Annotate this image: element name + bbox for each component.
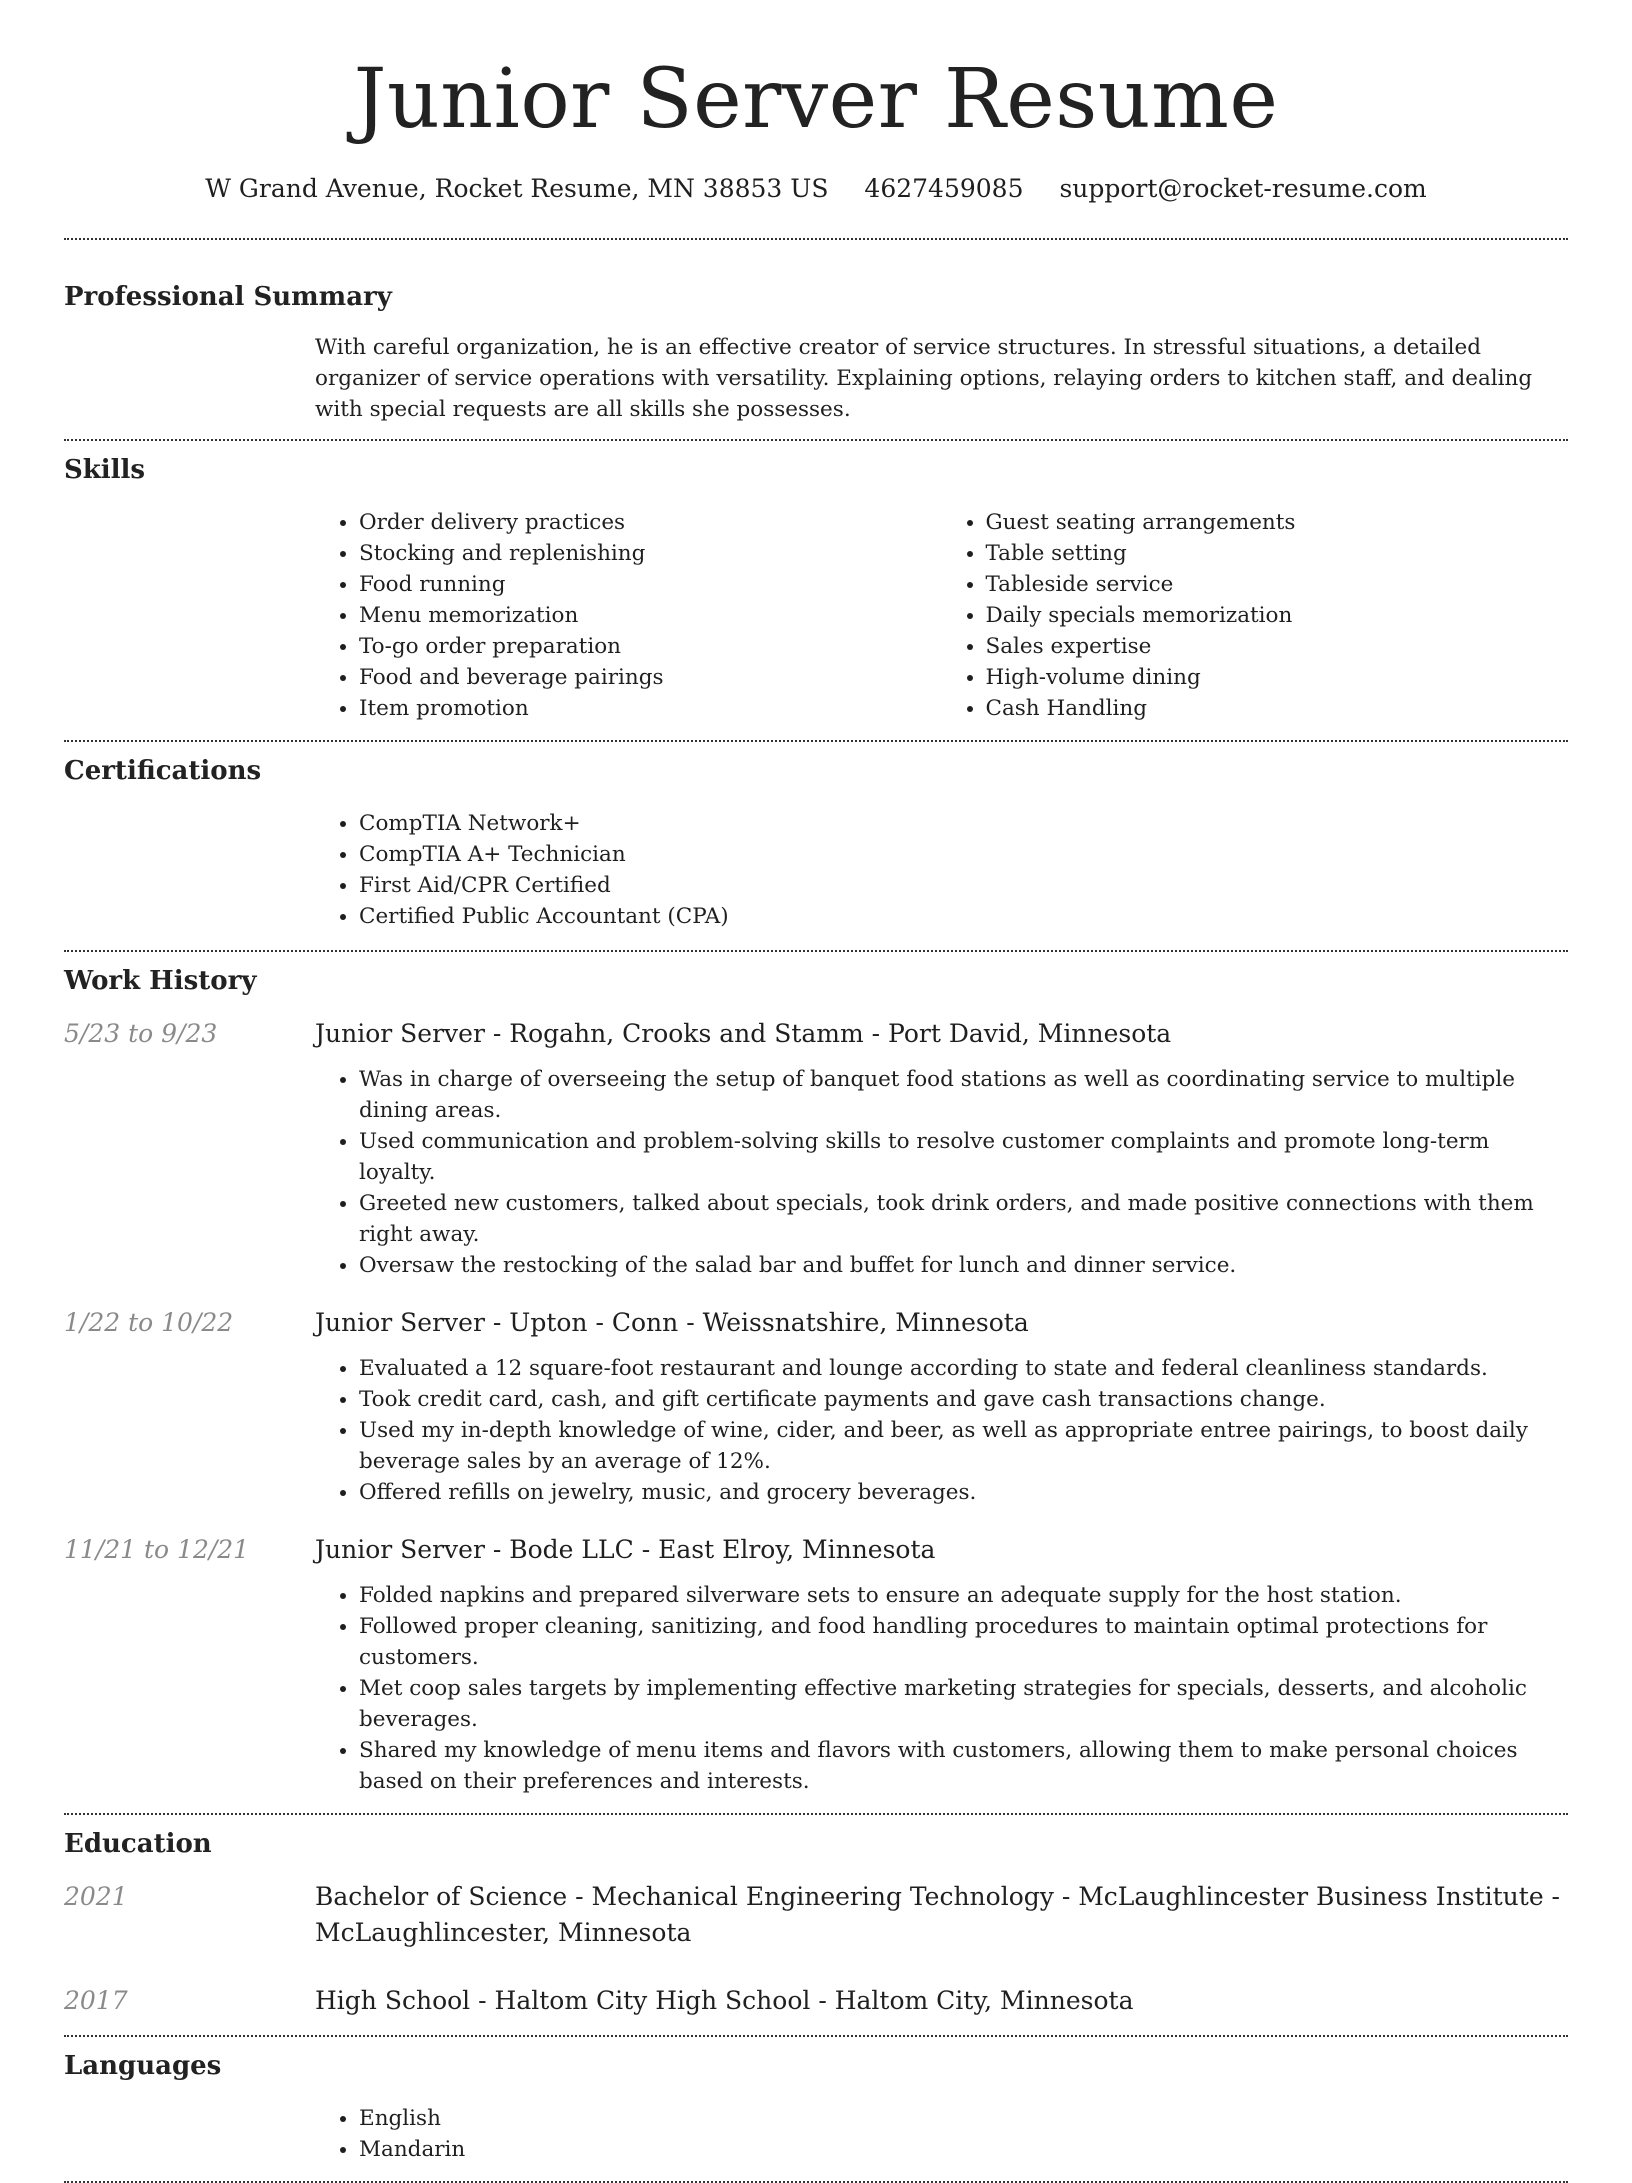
- summary-section: [64, 240, 1568, 425]
- certification-item: • CompTIA Network+: [359, 808, 1568, 839]
- languages-section: [64, 2037, 1568, 2165]
- skill-item: • Order delivery practices: [359, 507, 942, 538]
- work-history-section: [64, 952, 1568, 1797]
- resume-title: Junior Server Resume: [353, 52, 1279, 147]
- job-dates: 11/21 to 12/21: [64, 1535, 250, 1564]
- job-body: [315, 1305, 1568, 1508]
- summary-heading: Professional Summary: [64, 282, 392, 312]
- skill-item: • Cash Handling: [986, 693, 1569, 724]
- resume-page: [64, 0, 1568, 2183]
- certifications-heading: Certifications: [64, 756, 262, 786]
- education-body: [315, 1879, 1568, 1951]
- summary-text: With careful organization, he is an effective creator of service structures. In stressful situations, a detailed organizer of service operations with versatility. Explaining options, relaying orders to kitchen staff, and dealing with special requests are all skills she possesses.: [315, 335, 1533, 422]
- job-entry: [64, 1532, 1568, 1797]
- job-title: Junior Server - Upton - Conn - Weissnatshire, Minnesota: [315, 1308, 1029, 1337]
- skill-item: • Stocking and replenishing: [359, 538, 942, 569]
- job-body: [315, 1016, 1568, 1281]
- skill-item: • Sales expertise: [986, 631, 1569, 662]
- skills-heading: Skills: [64, 455, 146, 485]
- certification-item: • CompTIA A+ Technician: [359, 839, 1568, 870]
- education-entry: [64, 1983, 1568, 2019]
- certification-item: • Certified Public Accountant (CPA): [359, 901, 1568, 932]
- education-year: 2017: [64, 1986, 128, 2015]
- job-entry: [64, 1016, 1568, 1281]
- job-bullet: • Used my in-depth knowledge of wine, cider, and beer, as well as appropriate entree pairings, to boost daily beverage sales by an average of 12%.: [359, 1415, 1568, 1477]
- education-heading: Education: [64, 1829, 212, 1859]
- education-entry: [64, 1879, 1568, 1951]
- job-bullet: • Took credit card, cash, and gift certificate payments and gave cash transactions change.: [359, 1384, 1568, 1415]
- skill-item: • Tableside service: [986, 569, 1569, 600]
- skill-item: • High-volume dining: [986, 662, 1569, 693]
- job-bullet: • Used communication and problem-solving skills to resolve customer complaints and promote long-term loyalty.: [359, 1126, 1568, 1188]
- job-title: Junior Server - Rogahn, Crooks and Stamm - Port David, Minnesota: [315, 1019, 1172, 1048]
- certifications-content: [315, 808, 1568, 932]
- certifications-list: [315, 808, 1568, 932]
- job-dates: 5/23 to 9/23: [64, 1019, 218, 1048]
- job-dates: 1/22 to 10/22: [64, 1308, 234, 1337]
- languages-heading: Languages: [64, 2051, 222, 2081]
- contact-line: [64, 172, 1568, 206]
- contact-address: W Grand Avenue, Rocket Resume, MN 38853 US: [205, 174, 829, 203]
- skill-item: • Guest seating arrangements: [986, 507, 1569, 538]
- job-bullet: • Folded napkins and prepared silverware sets to ensure an adequate supply for the host station.: [359, 1580, 1568, 1611]
- language-item: • Mandarin: [359, 2134, 1568, 2165]
- skill-item: • To-go order preparation: [359, 631, 942, 662]
- job-bullets: [315, 1353, 1568, 1508]
- language-item: • English: [359, 2103, 1568, 2134]
- skill-item: • Item promotion: [359, 693, 942, 724]
- contact-phone: 4627459085: [864, 174, 1024, 203]
- job-bullet: • Evaluated a 12 square-foot restaurant and lounge according to state and federal cleanliness standards.: [359, 1353, 1568, 1384]
- job-bullet: • Was in charge of overseeing the setup of banquet food stations as well as coordinating service to multiple dining areas.: [359, 1064, 1568, 1126]
- skill-item: • Food and beverage pairings: [359, 662, 942, 693]
- job-bullet: • Shared my knowledge of menu items and flavors with customers, allowing them to make personal choices based on their preferences and interests.: [359, 1735, 1568, 1797]
- skill-item: • Food running: [359, 569, 942, 600]
- job-bullet: • Greeted new customers, talked about specials, took drink orders, and made positive connections with them right away.: [359, 1188, 1568, 1250]
- skill-item: • Table setting: [986, 538, 1569, 569]
- skills-list-right: [942, 507, 1569, 724]
- skill-item: • Menu memorization: [359, 600, 942, 631]
- job-bullet: • Followed proper cleaning, sanitizing, and food handling procedures to maintain optimal protections for customers.: [359, 1611, 1568, 1673]
- skills-columns: [315, 507, 1568, 724]
- job-bullet: • Offered refills on jewelry, music, and grocery beverages.: [359, 1477, 1568, 1508]
- education-degree: Bachelor of Science - Mechanical Engineering Technology - McLaughlincester Business Institute - McLaughlincester, Minnesota: [315, 1882, 1561, 1947]
- job-entry: [64, 1305, 1568, 1508]
- job-bullets: [315, 1580, 1568, 1797]
- education-year: 2021: [64, 1882, 128, 1911]
- job-bullets: [315, 1064, 1568, 1281]
- education-degree: High School - Haltom City High School - Haltom City, Minnesota: [315, 1986, 1134, 2015]
- skills-list-left: [315, 507, 942, 724]
- job-bullet: • Oversaw the restocking of the salad bar and buffet for lunch and dinner service.: [359, 1250, 1568, 1281]
- education-body: [315, 1983, 1568, 2019]
- education-section: [64, 1815, 1568, 2019]
- languages-list: [315, 2103, 1568, 2165]
- job-title: Junior Server - Bode LLC - East Elroy, Minnesota: [315, 1535, 936, 1564]
- skill-item: • Daily specials memorization: [986, 600, 1569, 631]
- certification-item: • First Aid/CPR Certified: [359, 870, 1568, 901]
- certifications-section: [64, 742, 1568, 932]
- languages-content: [315, 2103, 1568, 2165]
- contact-email: support@rocket-resume.com: [1059, 174, 1427, 203]
- work-history-heading: Work History: [64, 966, 257, 996]
- job-body: [315, 1532, 1568, 1797]
- job-bullet: • Met coop sales targets by implementing effective marketing strategies for specials, desserts, and alcoholic beverages.: [359, 1673, 1568, 1735]
- skills-section: [64, 441, 1568, 724]
